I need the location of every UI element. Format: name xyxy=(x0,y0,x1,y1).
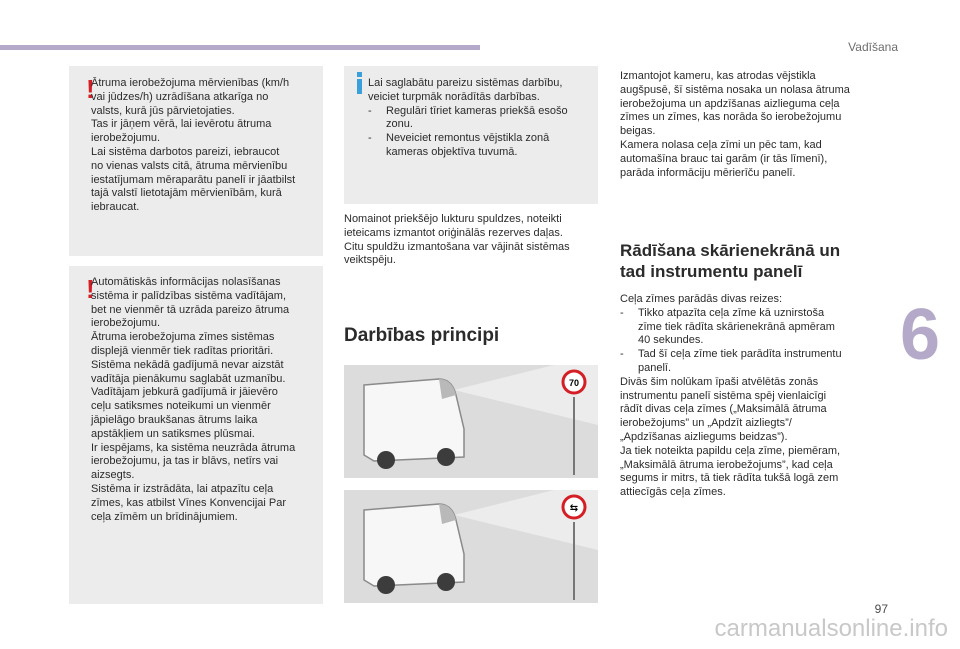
warning-icon: ! xyxy=(86,274,95,304)
van-illustration-1 xyxy=(344,365,598,478)
warning-text-units: Ātruma ierobežojuma mērvienības (km/h vai jūdzes/h) uzrādīšana atkarīga no valsts, kurā jūs pārvietojaties. Tas ir jāņem vērā, lai ievērotu ātruma ierobežojumu. Lai sistēma darbotos pareizi, iebraucot no vienas valsts citā, ātruma mērvienību iestatījumam mēraparātu panelī ir jāatbilst tajā valstī lietotajām mērvienībām, kurā iebraucat. xyxy=(91,77,296,214)
display-section xyxy=(620,293,880,500)
illustration-no-overtaking-sign xyxy=(344,490,598,603)
warning-icon: ! xyxy=(86,74,95,104)
illustration-speed-sign xyxy=(344,365,598,478)
warning-box-system xyxy=(69,266,323,604)
site-watermark: carmanualsonline.info xyxy=(714,615,948,642)
top-color-bar xyxy=(0,45,480,50)
chapter-number: 6 xyxy=(900,295,941,375)
chapter-tab xyxy=(900,295,960,376)
info-icon xyxy=(357,72,362,94)
heading-display: Rādīšana skārienekrānā un tad instrumentu panelī xyxy=(620,241,841,281)
speed-limit-sign-label: 70 xyxy=(568,378,580,388)
display-closing: Divās šim nolūkam īpaši atvēlētās zonās instrumentu panelī sistēma spēj vienlaicīgi rādīt divas ceļa zīmes („Maksimālā ātruma ierobežojums” un „Apdzīt aizliegts”/ „Apdzīšanas aizliegums beidzas”). Ja tiek noteikta papildu ceļa zīme, piemēram, „Maksimālā ātruma ierobežojums”, kad ceļa segums ir mitrs, tā tiek rādīta tukšā logā zem attiecīgās ceļa zīmes. xyxy=(620,375,841,499)
info-box xyxy=(344,66,598,204)
info-item: - Regulāri tīriet kameras priekšā esošo zonu. xyxy=(368,104,568,131)
bulb-paragraph: Nomainot priekšējo lukturu spuldzes, noteikti ieteicams izmantot oriģinālās rezerves daļas. Citu spuldžu izmantošana var vājināt sistēmas veiktspēju. xyxy=(344,213,570,267)
warning-box-units xyxy=(69,66,323,256)
info-intro: Lai saglabātu pareizu sistēmas darbību, veiciet turpmāk norādītās darbības. xyxy=(368,77,563,103)
info-item: - Neveiciet remontus vējstikla zonā kameras objektīva tuvumā. xyxy=(368,132,550,158)
intro-paragraph: Izmantojot kameru, kas atrodas vējstikla augšpusē, šī sistēma nosaka un nolasa ātruma ierobežojuma un apdzīšanas aizlieguma ceļa zīmes un zīmes, kas norāda šo ierobežojumu beigas. Kamera nolasa ceļa zīmi un pēc tam, kad automašīna brauc tai garām (ir tās līmenī), parāda informāciju mērierīču panelī. xyxy=(620,70,850,179)
display-item: - Tad šī ceļa zīme tiek parādīta instrumentu panelī. xyxy=(620,348,842,374)
van-illustration-2 xyxy=(344,490,598,603)
heading-principles: Darbības principi xyxy=(344,325,500,346)
warning-text-system: Automātiskās informācijas nolasīšanas sistēma ir palīdzības sistēma vadītājam, bet ne vienmēr tā uzrāda pareizo ātruma ierobežojumu. Ātruma ierobežojuma zīmes sistēmas displejā vienmēr tiek radītas prioritāri. Sistēma nekādā gadījumā nevar aizstāt vadītāja pienākumu saglabāt uzmanību. Vadītājam jebkurā gadījumā ir jāievēro ceļu satiksmes noteikumi un vienmēr jāpielāgo braukšanas ātrums laika apstākļiem un satiksmes plūsmai. Ir iespējams, ka sistēma neuzrāda ātruma ierobežojumu, ja tas ir blāvs, netīrs vai aizsegts. Sistēma ir izstrādāta, lai atpazītu ceļa zīmes, kas atbilst Vīnes Konvencijai Par ceļa zīmēm un brīdinājumiem. xyxy=(91,276,296,523)
display-lead: Ceļa zīmes parādās divas reizes: xyxy=(620,293,783,305)
section-title: Vadīšana xyxy=(848,40,898,54)
page-number: 97 xyxy=(874,602,888,616)
no-overtaking-sign-label: ⇆ xyxy=(569,503,579,514)
display-item: - Tikko atpazīta ceļa zīme kā uznirstoša zīme tiek rādīta skārienekrānā apmēram 40 sekundes. xyxy=(620,306,835,347)
